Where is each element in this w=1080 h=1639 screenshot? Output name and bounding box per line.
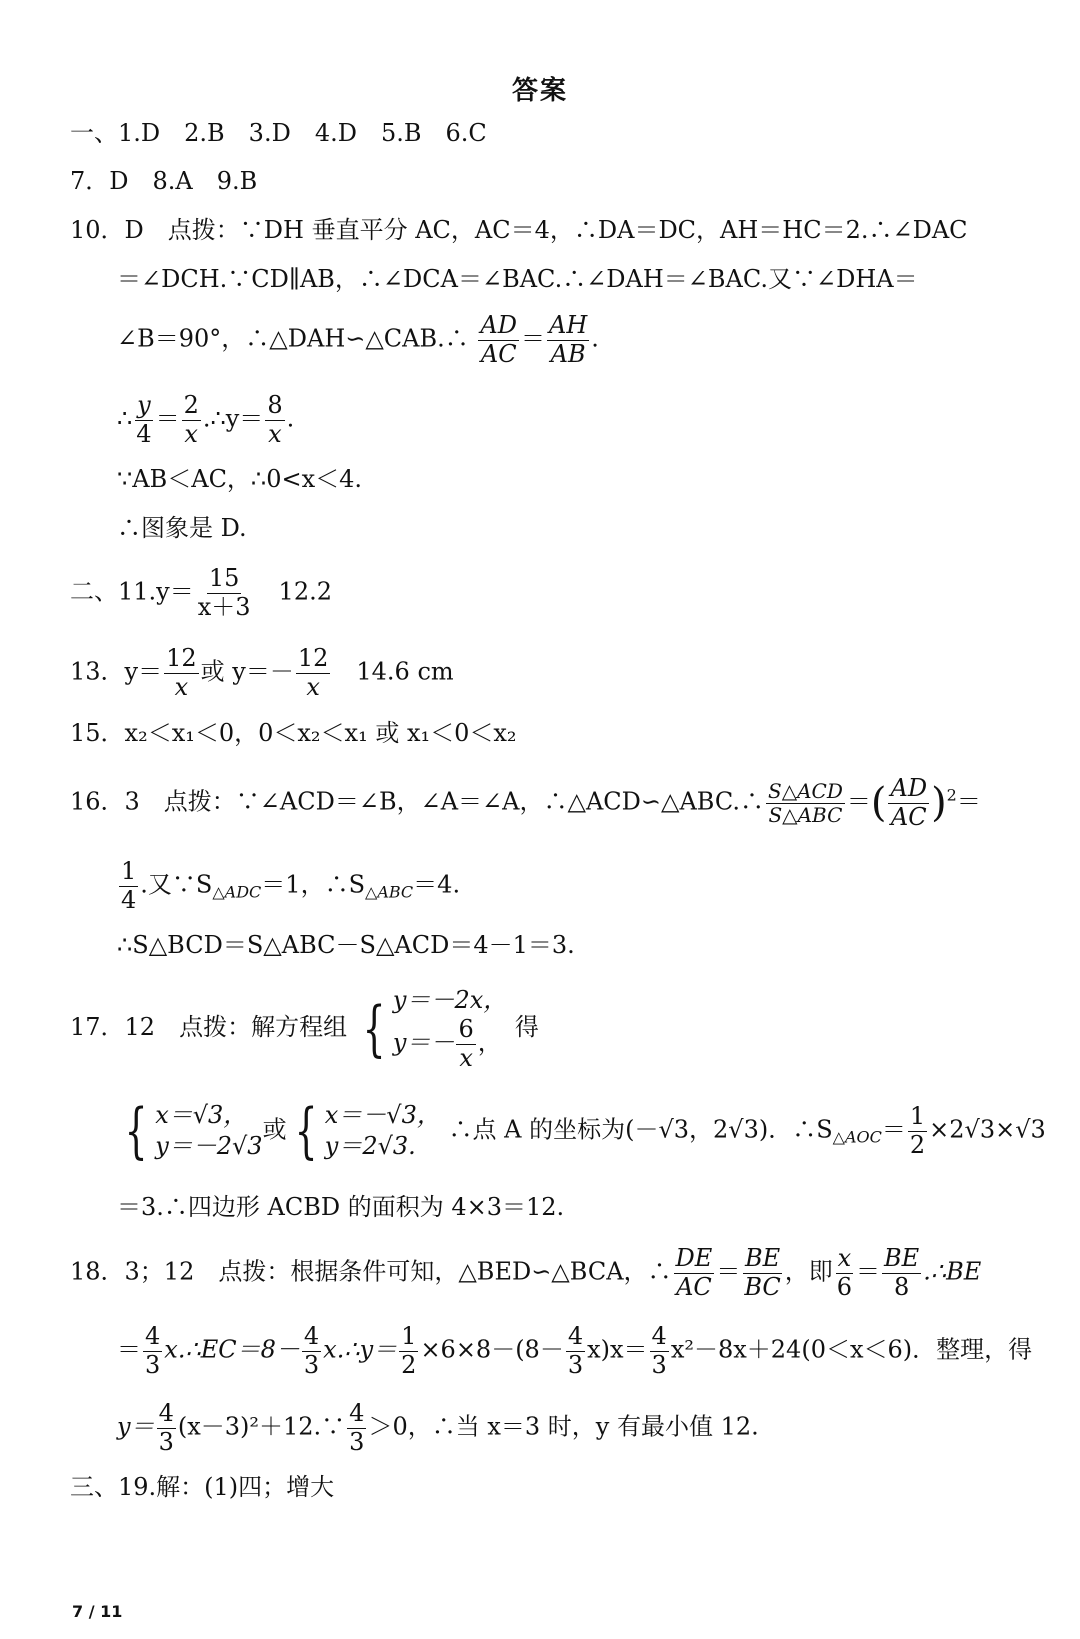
page-number: 7 / 11 <box>72 1602 123 1621</box>
fraction: $\frac{4}{3}$ <box>145 1322 161 1379</box>
fraction: $\frac{12}{x}$ <box>166 644 197 701</box>
answer-line-10: 10．D 点拨：∵DH 垂直平分 AC，AC＝4，∴DA＝DC，AH＝HC＝2.∴∠DAC <box>70 216 968 244</box>
answer-line-13: 13．y＝ $\frac{12}{x}$ 或 y＝－ $\frac{12}{x}$ 14.6 cm <box>70 644 454 701</box>
answer-line-2: 7．D 8.A 9.B <box>70 167 258 195</box>
fraction: $\frac{4}{3}$ <box>303 1322 320 1379</box>
fraction: $\frac{AH}{AB}$ <box>549 311 588 368</box>
fraction: $\frac{12}{x}$ <box>297 644 329 701</box>
answer-line-10-cont: ＝∠DCH.∵CD∥AB，∴∠DCA＝∠BAC.∴∠DAH＝∠BAC.又∵∠DHA＝ <box>117 265 918 293</box>
fraction: $\frac{AD}{AC}$ <box>890 774 928 831</box>
fraction: $\frac{8}{x}$ <box>267 391 283 448</box>
fraction: $\frac{4}{3}$ <box>349 1399 365 1456</box>
answer-line-17: 17．12 点拨：解方程组 { y＝－2x， y＝－ $\frac{6}{x}$ ， 得 <box>70 986 539 1072</box>
answer-line-10-y: ∴ $\frac{y}{4}$ ＝ $\frac{2}{x}$ .∴y＝ $\frac{8}{x}$ . <box>117 391 295 448</box>
fraction: $\frac{\text{S△ACD}}{\text{S△ABC}}$ <box>768 778 843 827</box>
answer-line-18-result: y＝ $\frac{4}{3}$ (x－3)²＋12.∵ $\frac{4}{3}$ ＞0，∴当 x＝3 时，y 有最小值 12. <box>117 1399 759 1456</box>
fraction: $\frac{1}{4}$ <box>121 857 137 914</box>
answer-line-15: 15．x₂＜x₁＜0，0＜x₂＜x₁ 或 x₁＜0＜x₂ <box>70 719 517 747</box>
paren-open: ( <box>870 780 887 827</box>
answer-line-16: 16．3 点拨：∵∠ACD＝∠B，∠A＝∠A，∴△ACD∽△ABC.∴ $\frac{\text{S△ACD}}{\text{S△ABC}}$ ＝( $\frac{AD}{AC}$ )$^2$＝ <box>70 774 981 831</box>
answer-line-10-range: ∵AB＜AC，∴0<x＜4. <box>117 465 363 493</box>
fraction: $\frac{DE}{AC}$ <box>675 1244 713 1301</box>
fraction: $\frac{x}{6}$ <box>836 1244 853 1301</box>
answer-line-19: 三、19.解：(1)四；增大 <box>70 1473 335 1501</box>
answer-line-16-result: ∴S△BCD＝S△ABC－S△ACD＝4－1＝3. <box>117 931 575 959</box>
answer-line-16-cont: $\frac{1}{4}$ .又$\because S_{\triangle ADC}=1$，$\therefore S_{\triangle ABC}=4$. <box>121 857 461 914</box>
fraction: $\frac{4}{3}$ <box>651 1322 667 1379</box>
answer-line-10-graph: ∴图象是 D. <box>117 514 247 542</box>
page-title: 答案 <box>511 76 568 106</box>
answer-line-18: 18．3；12 点拨：根据条件可知，△BED∽△BCA，∴ $\frac{DE}{AC}$ ＝ $\frac{BE}{BC}$ ，即 $\frac{x}{6}$ ＝ $\frac{BE}{8}$ .∴BE <box>70 1244 982 1301</box>
paren-close: ) <box>931 780 947 827</box>
fraction: $\frac{15}{x+3}$ <box>197 564 251 621</box>
solution-system-2: { x＝－√3， y＝2√3. <box>294 1096 441 1167</box>
answer-line-18-cont: ＝ $\frac{4}{3}$ x.∴EC＝8－ $\frac{4}{3}$ x.∴y＝ $\frac{1}{2}$ ×6×8－(8－ $\frac{4}{3}$ x)x＝ $\frac{4}{3}$ x²－8x＋24(0＜x＜6)．整理，得 <box>117 1322 1033 1379</box>
equation-system: { y＝－2x， y＝－ $\frac{6}{x}$ ， <box>362 986 508 1072</box>
fraction: $\frac{AD}{AC}$ <box>480 311 517 368</box>
answer-line-11: 二、11.y＝ $\frac{15}{x+3}$ 12.2 <box>70 564 332 621</box>
fraction: $\frac{4}{3}$ <box>567 1322 584 1379</box>
answer-line-10-ratio: ∠B＝90°，∴△DAH∽△CAB.∴ $\frac{AD}{AC}$ ＝ $\frac{AH}{AB}$ . <box>117 311 599 368</box>
fraction: $\frac{4}{3}$ <box>158 1399 174 1456</box>
answer-line-17-solution: { x＝√3， y＝－2√3 或 { x＝－√3， y＝2√3. ∴点 A 的坐标为(－√3，2√3)．$\therefore S_{\triangle AOC}=$ $\frac{1}{2}$ ×2√3×√3 <box>117 1100 1046 1162</box>
fraction: $\frac{y}{4}$ <box>136 391 152 448</box>
fraction: $\frac{6}{x}$ <box>458 1015 474 1072</box>
fraction: $\frac{1}{2}$ <box>909 1102 926 1159</box>
solution-system-1: { x＝√3， y＝－2√3 <box>124 1096 263 1167</box>
answer-line-17-area: ＝3.∴四边形 ACBD 的面积为 4×3＝12. <box>117 1193 565 1221</box>
fraction: $\frac{1}{2}$ <box>401 1322 417 1379</box>
fraction: $\frac{BE}{8}$ <box>884 1244 920 1301</box>
fraction: $\frac{BE}{BC}$ <box>744 1244 781 1301</box>
answer-line-1: 一、1.D 2.B 3.D 4.D 5.B 6.C <box>70 119 487 147</box>
fraction: $\frac{2}{x}$ <box>183 391 199 448</box>
